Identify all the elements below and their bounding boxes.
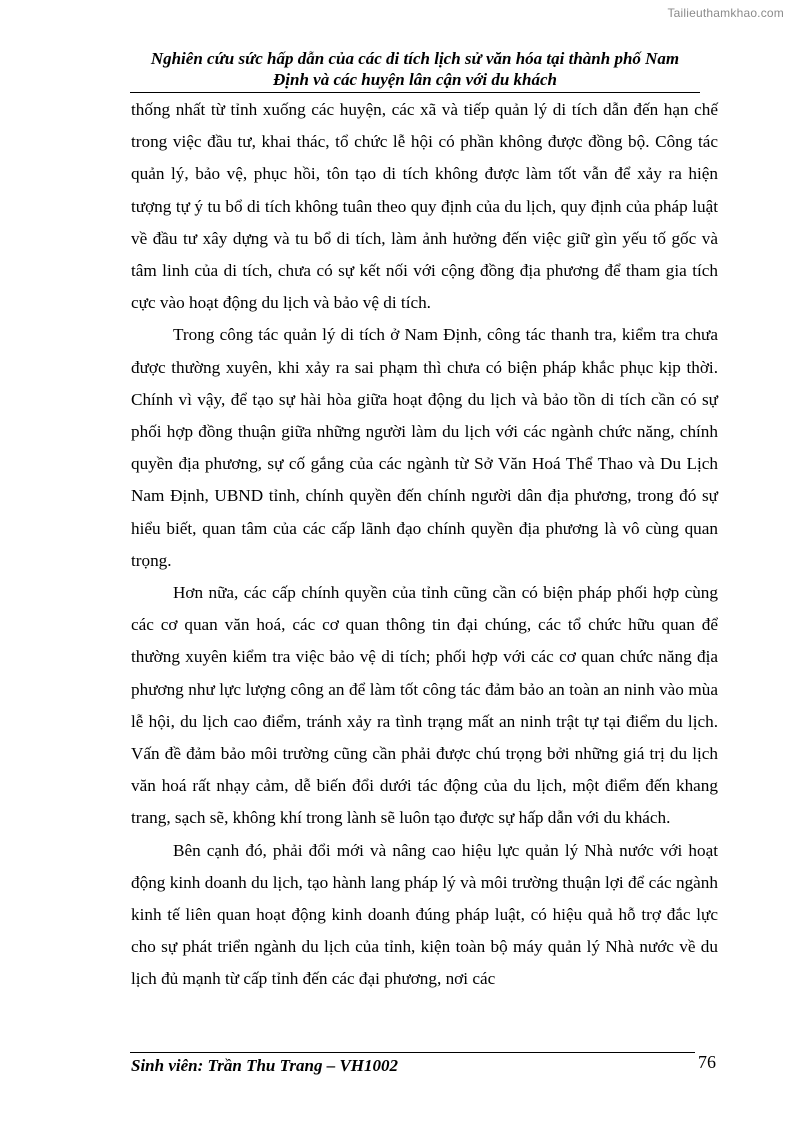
- watermark: Tailieuthamkhao.com: [667, 6, 784, 20]
- footer-divider: [130, 1052, 695, 1053]
- page-number: 76: [698, 1052, 716, 1072]
- footer-author: Sinh viên: Trần Thu Trang – VH1002: [131, 1056, 399, 1075]
- paragraph-2: Trong công tác quản lý di tích ở Nam Định, công tác thanh tra, kiểm tra chưa được thường xuyên, khi xảy ra sai phạm thì chưa có biện pháp khắc phục kịp thời. Chính vì vậy, để tạo sự hài hòa giữa hoạt động du lịch và bảo tồn di tích cần có sự phối hợp đồng thuận giữa những người làm du lịch với các ngành chức năng, chính quyền địa phương, sự cố gắng của các ngành từ Sở Văn Hoá Thể Thao và Du Lịch Nam Định, UBND tỉnh, chính quyền đến chính người dân địa phương, trong đó sự hiểu biết, quan tâm của các cấp lãnh đạo chính quyền địa phương là vô cùng quan trọng.: [131, 325, 718, 570]
- page-header: [130, 48, 700, 90]
- paragraph-4: Bên cạnh đó, phải đổi mới và nâng cao hiệu lực quản lý Nhà nước với hoạt động kinh doanh du lịch, tạo hành lang pháp lý và môi trường thuận lợi để các ngành kinh tế liên quan hoạt động kinh doanh đúng pháp luật, có hiệu quả hỗ trợ đắc lực cho sự phát triển ngành du lịch của tỉnh, kiện toàn bộ máy quản lý Nhà nước về du lịch đủ mạnh từ cấp tỉnh đến các đại phương, nơi các: [131, 840, 718, 989]
- header-title-line-2: Định và các huyện lân cận với du khách: [273, 70, 557, 89]
- document-body: [131, 94, 718, 996]
- header-title-line-1: Nghiên cứu sức hấp dẫn của các di tích lịch sử văn hóa tại thành phố Nam: [150, 49, 680, 68]
- paragraph-1: thống nhất từ tỉnh xuống các huyện, các xã và tiếp quản lý di tích dẫn đến hạn chế trong việc đầu tư, khai thác, tổ chức lễ hội có phần không được đồng bộ. Công tác quản lý, bảo vệ, phục hồi, tôn tạo di tích không được làm tốt vẫn để xảy ra hiện tượng tự ý tu bổ di tích không tuân theo quy định của du lịch, quy định của pháp luật về đầu tư xây dựng và tu bổ di tích, làm ảnh hưởng đến việc giữ gìn yếu tố gốc và tâm linh của di tích, chưa có sự kết nối với cộng đồng địa phương để tham gia tích cực vào hoạt động du lịch và bảo vệ di tích.: [131, 100, 718, 313]
- header-divider: [130, 92, 700, 93]
- paragraph-3: Hơn nữa, các cấp chính quyền của tỉnh cũng cần có biện pháp phối hợp cùng các cơ quan văn hoá, các cơ quan thông tin đại chúng, các tổ chức hữu quan để thường xuyên kiểm tra việc bảo vệ di tích; phối hợp với các cơ quan chức năng địa phương như lực lượng công an để làm tốt công tác đảm bảo an toàn an ninh vào mùa lễ hội, du lịch cao điểm, tránh xảy ra tình trạng mất an ninh trật tự tại điểm du lịch. Vấn đề đảm bảo môi trường cũng cần phải được chú trọng bởi những giá trị du lịch văn hoá rất nhạy cảm, dễ biến đổi dưới tác động của du lịch, một điểm đến khang trang, sạch sẽ, không khí trong lành sẽ luôn tạo được sự hấp dẫn với du khách.: [131, 583, 718, 828]
